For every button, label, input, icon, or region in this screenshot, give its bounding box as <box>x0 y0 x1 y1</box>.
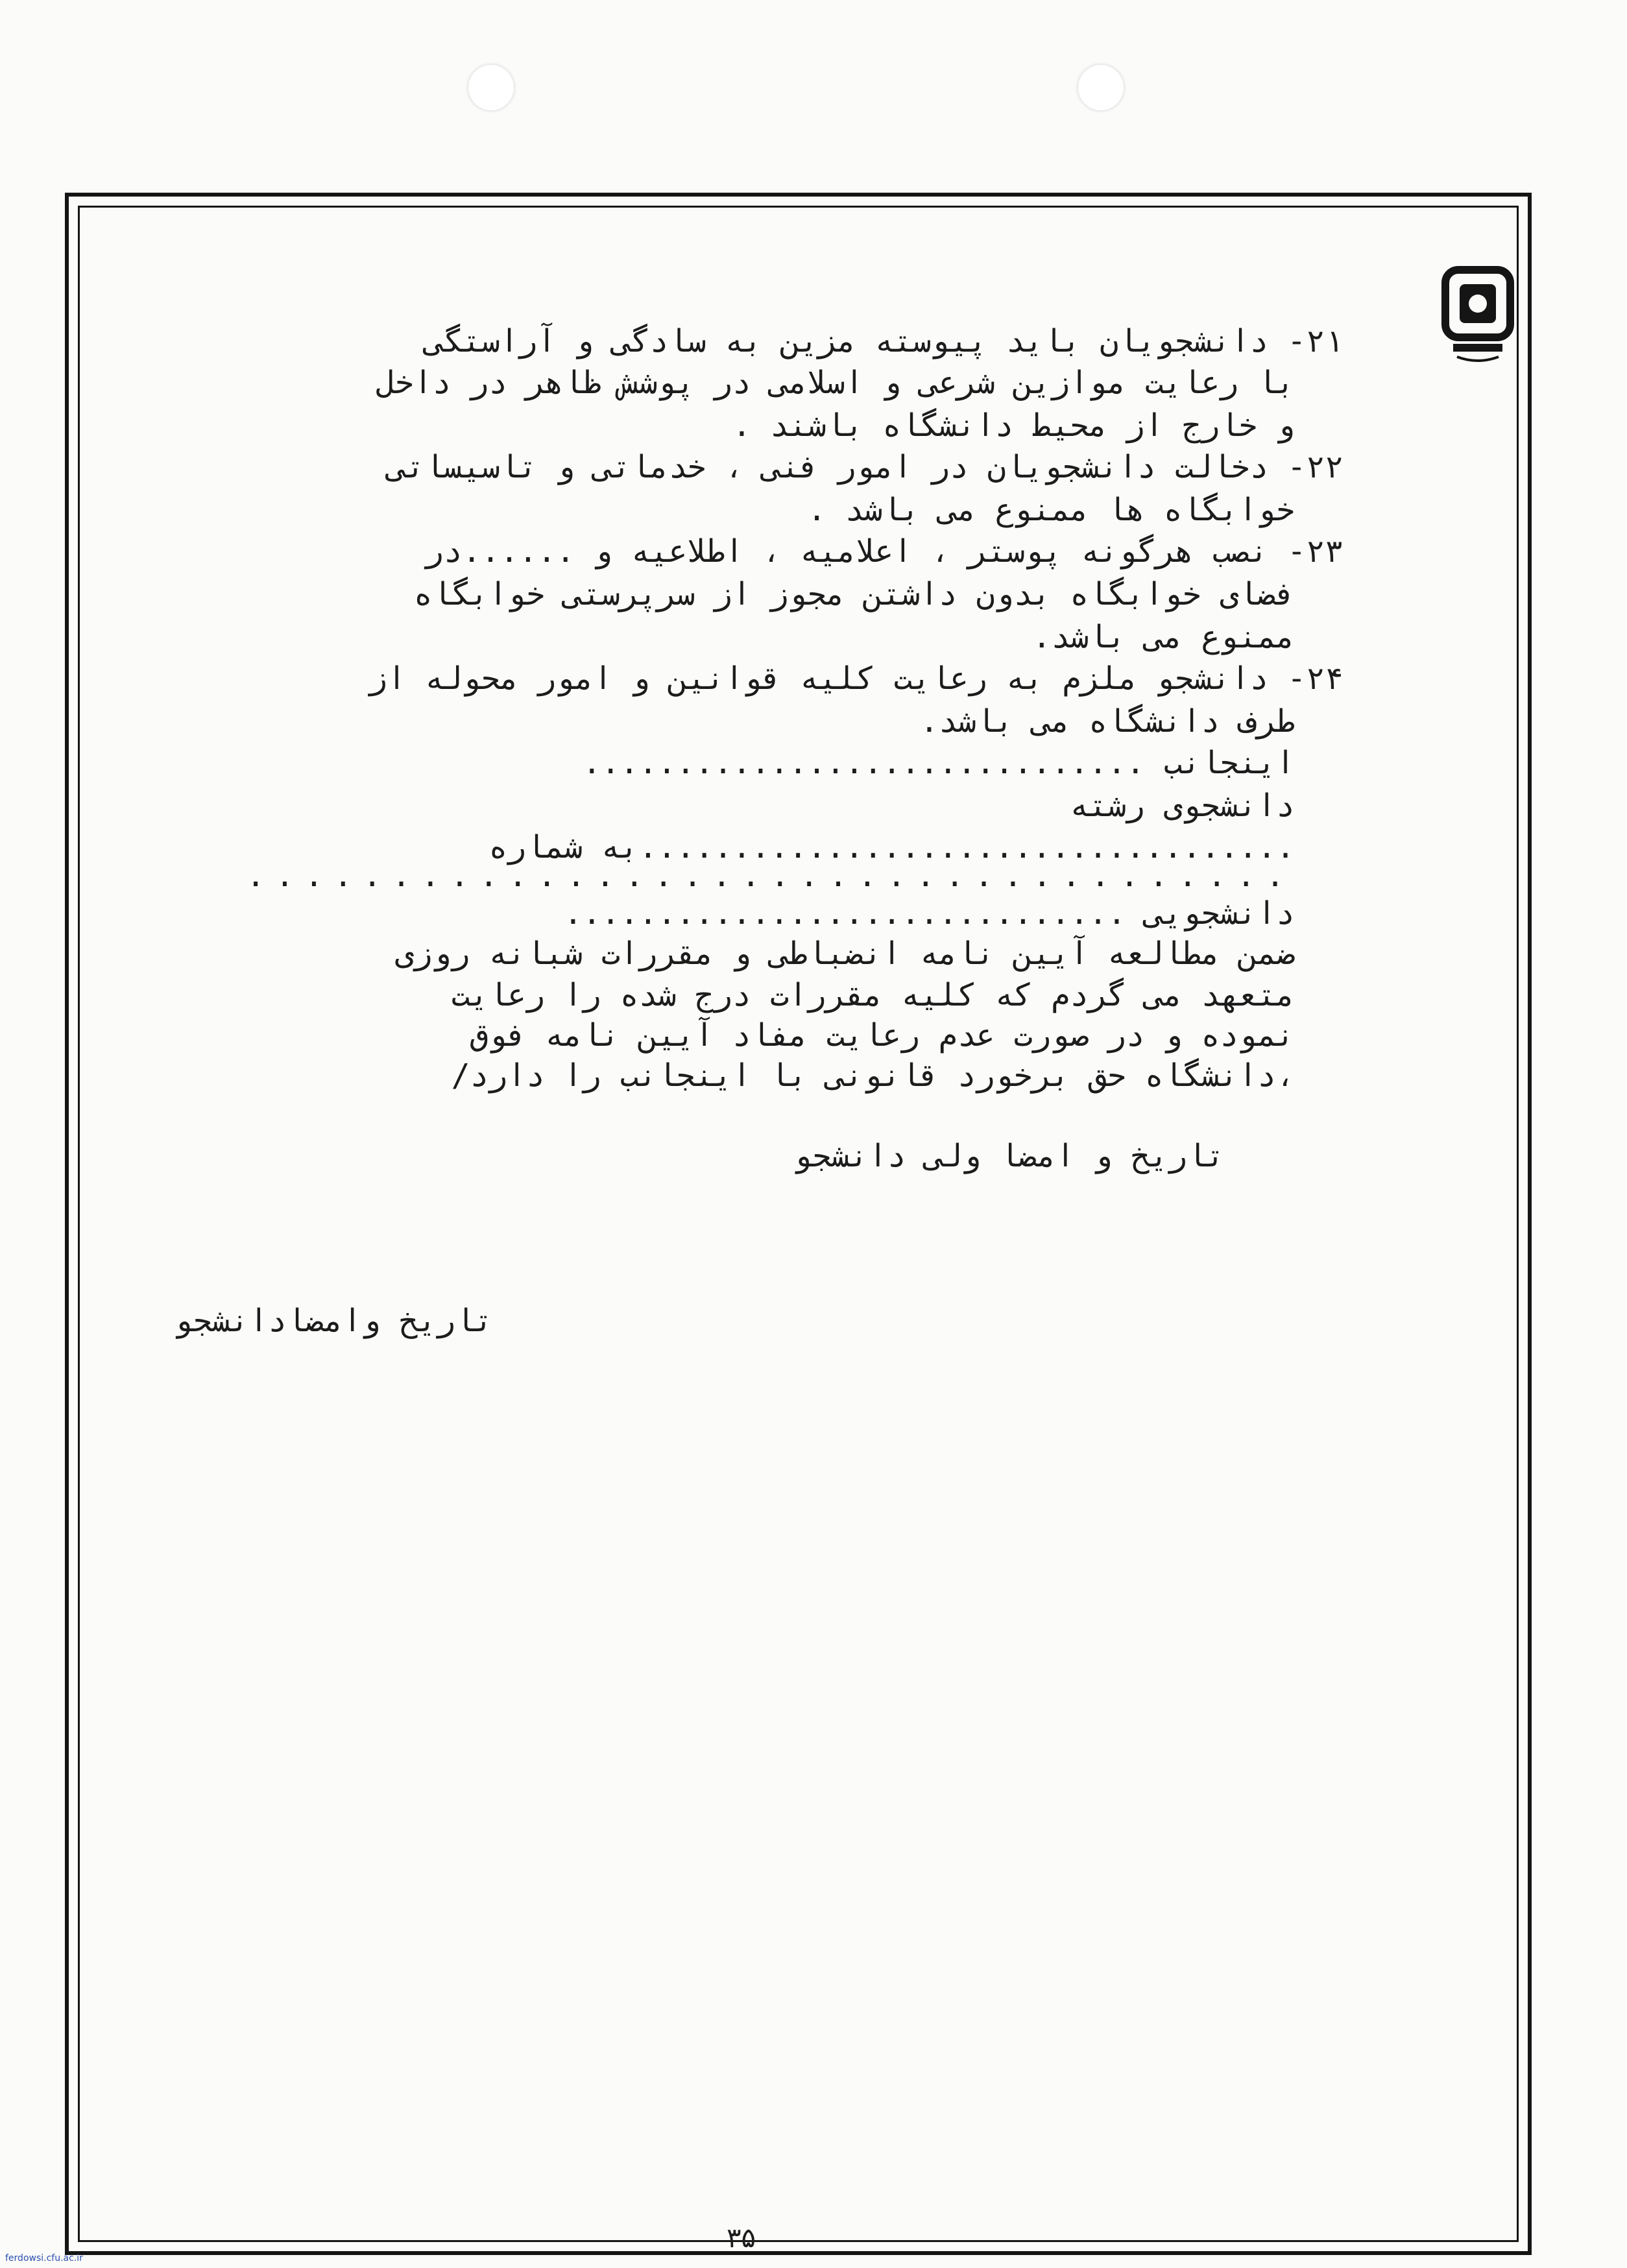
rule-23-line-1: ۲۳- نصب هرگونه پوستر ، اعلامیه ، اطلاعیه و ......در <box>424 533 1344 570</box>
rule-23-line-3: ممنوع می باشد. <box>1032 619 1295 655</box>
rule-21-line-1: ۲۱- دانشجویان باید پیوسته مزین به سادگی و آراستگی <box>424 323 1344 359</box>
pledge-number-line: ...................................به شماره <box>488 829 1295 865</box>
parent-signature-label: تاریخ و امضا ولی دانشجو <box>793 1138 1225 1174</box>
pledge-major-line: دانشجوی رشته <box>1070 788 1295 824</box>
pledge-name-line: اینجانب .............................. <box>582 745 1295 781</box>
pledge-text-line-1: ضمن مطالعه آیین نامه انضباطی و مقررات شبانه روزی <box>394 935 1295 972</box>
pledge-student-id-line: دانشجویی .............................. <box>563 895 1295 932</box>
rule-23-line-2: فضای خوابگاه بدون داشتن مجوز از سرپرستی خوابگاه <box>413 576 1295 612</box>
pledge-dots-line: .................................... <box>246 858 1295 894</box>
footer-url: ferdowsi.cfu.ac.ir <box>5 2253 83 2263</box>
rule-22-line-2: خوابگاه ها ممنوع می باشد . <box>807 492 1295 528</box>
rule-24-line-1: ۲۴- دانشجو ملزم به رعایت کلیه قوانین و امور محوله از <box>368 660 1344 697</box>
rule-21-line-3: و خارج از محیط دانشگاه باشند . <box>732 407 1295 444</box>
rule-22-line-1: ۲۲- دخالت دانشجویان در امور فنی ، خدماتی و تاسیساتی <box>387 449 1344 485</box>
pledge-text-line-4: ،دانشگاه حق برخورد قانونی با اینجانب را دارد/ <box>451 1057 1295 1094</box>
pledge-text-line-2: متعهد می گردم که کلیه مقررات درج شده را رعایت <box>451 977 1295 1013</box>
student-signature-label: تاریخ وامضادانشجو <box>174 1303 493 1339</box>
rule-21-line-2: با رعایت موازین شرعی و اسلامی در پوشش ظاهر در داخل <box>376 365 1295 401</box>
page-number: ۳۵ <box>727 2222 756 2254</box>
pledge-text-line-3: نموده و در صورت عدم رعایت مفاد آیین نامه فوق <box>470 1017 1295 1054</box>
rule-24-line-2: طرف دانشگاه می باشد. <box>920 703 1295 740</box>
